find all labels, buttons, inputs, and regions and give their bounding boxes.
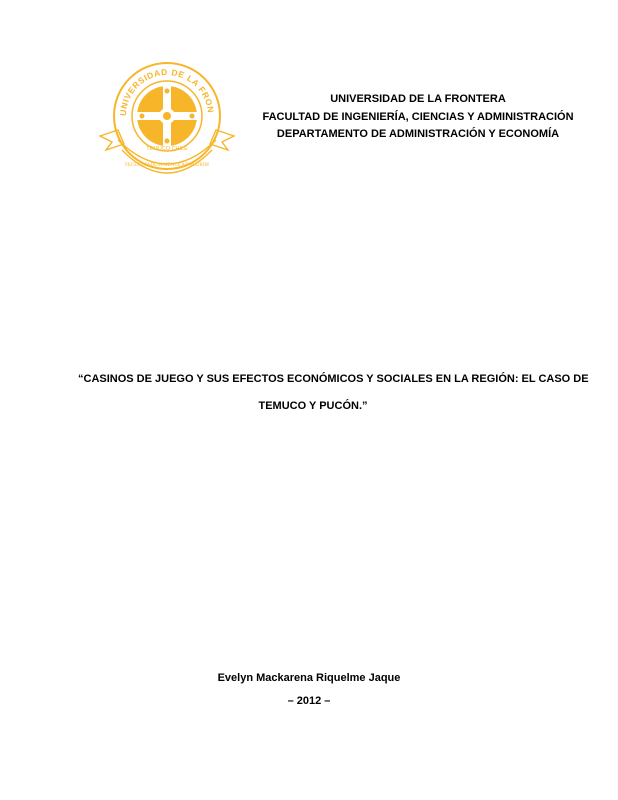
university-seal-icon	[96, 58, 238, 182]
thesis-title	[78, 366, 589, 420]
department-name: DEPARTAMENTO DE ADMINISTRACIÓN Y ECONOMÍA	[276, 128, 560, 140]
year: – 2012 –	[287, 695, 331, 707]
institution-header	[250, 91, 586, 144]
thesis-title-line-2: TEMUCO Y PUCÓN.”	[258, 400, 368, 412]
faculty-name: FACULTAD DE INGENIERÍA, CIENCIAS Y ADMINISTRACIÓN	[262, 110, 574, 123]
logo-seal-bottom-text: TEMUCO CHILE	[146, 146, 188, 152]
author-name: Evelyn Mackarena Riquelme Jaque	[217, 672, 401, 684]
logo-ribbon-text: FECUNDIADUM MENTE AD PLURIM	[125, 163, 209, 168]
university-logo	[96, 58, 238, 182]
university-name: UNIVERSIDAD DE LA FRONTERA	[330, 93, 506, 105]
logo-seal-text: UNIVERSIDAD DE LA FRON	[117, 66, 216, 117]
thesis-title-line-1: “CASINOS DE JUEGO Y SUS EFECTOS ECONÓMICOS Y SOCIALES EN LA REGIÓN: EL CASO DE	[78, 373, 589, 385]
